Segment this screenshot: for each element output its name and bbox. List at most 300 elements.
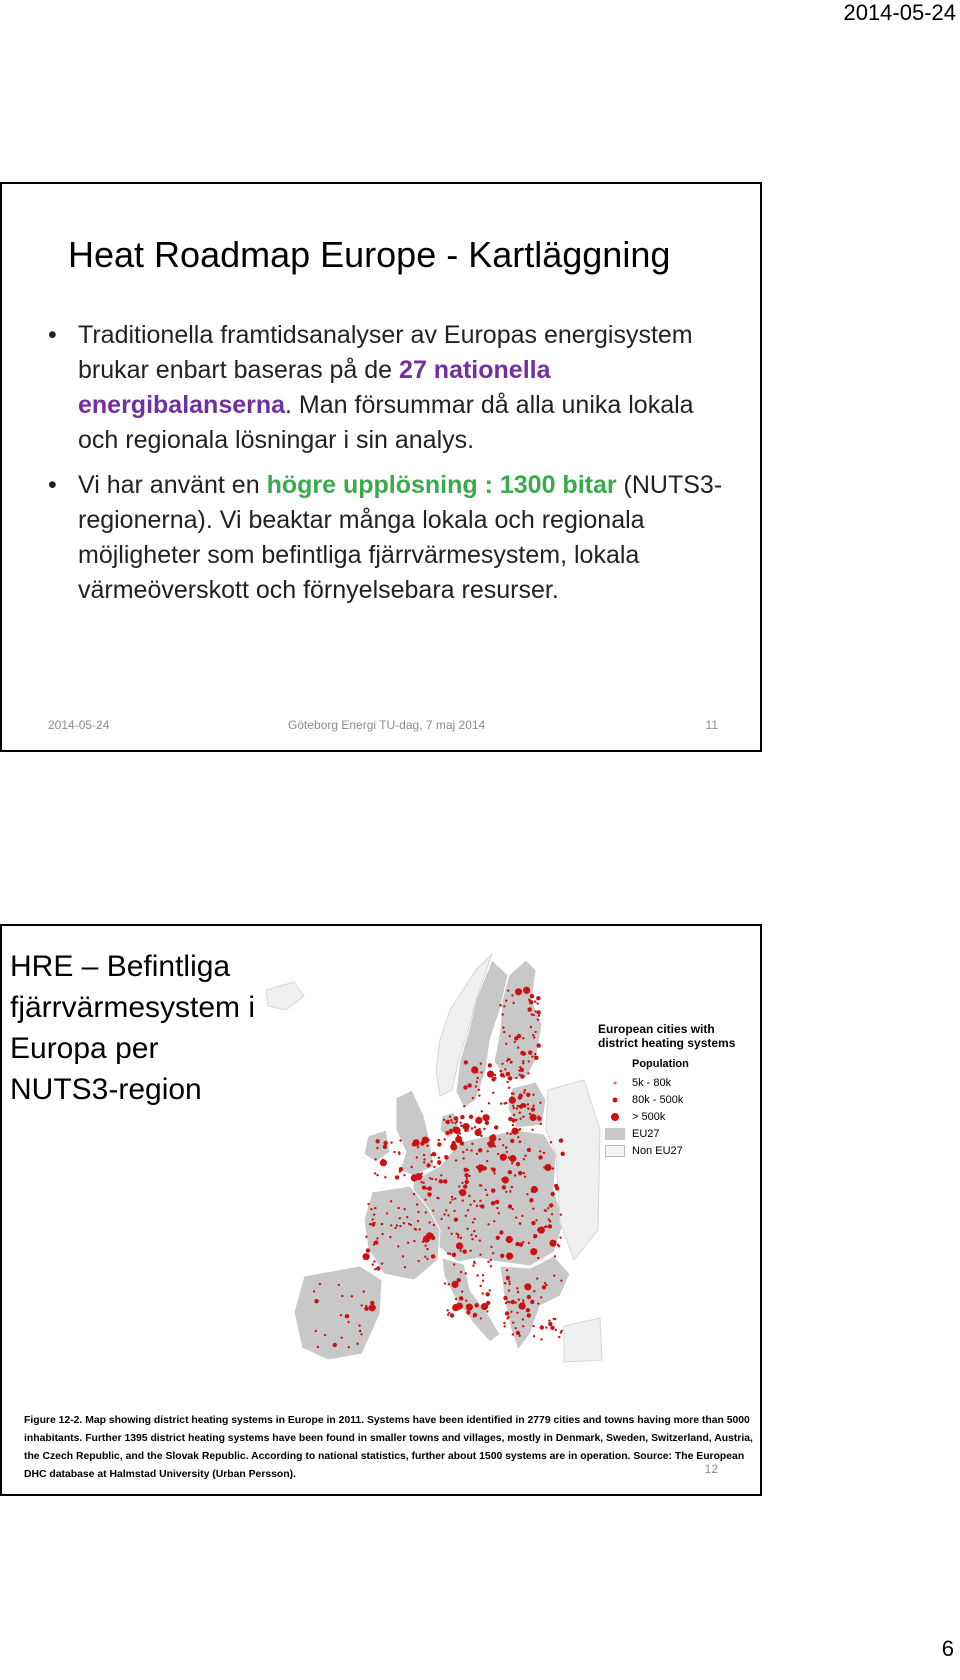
city-dot <box>464 1173 468 1177</box>
city-dot <box>509 1035 511 1037</box>
city-dot <box>503 1005 505 1007</box>
city-dot <box>376 1237 378 1239</box>
city-dot <box>527 1313 531 1317</box>
city-dot <box>428 1186 432 1190</box>
city-dot <box>507 1316 509 1318</box>
city-dot <box>533 1335 535 1337</box>
city-dot <box>522 1037 524 1039</box>
city-dot <box>548 1320 550 1322</box>
footer-date: 2014-05-24 <box>48 718 110 732</box>
city-dot <box>431 1236 435 1240</box>
city-dot <box>450 1132 452 1134</box>
city-dot <box>506 1132 508 1134</box>
city-dot <box>438 1139 440 1141</box>
city-dot <box>460 1115 464 1119</box>
city-dot <box>526 1193 528 1195</box>
city-dot <box>489 1289 491 1291</box>
city-dot <box>386 1212 388 1214</box>
city-dot <box>522 1116 524 1118</box>
city-dot <box>437 1142 441 1146</box>
city-dot <box>527 1107 529 1109</box>
city-dot <box>508 1087 510 1089</box>
city-dot <box>491 1188 495 1192</box>
highlight-text: högre upplösning : 1300 bitar <box>266 471 617 499</box>
city-dot <box>420 1141 424 1145</box>
city-dot <box>518 1095 522 1099</box>
city-dot <box>469 1204 471 1206</box>
city-dot <box>374 1207 376 1209</box>
city-dot <box>464 1060 468 1064</box>
city-dot <box>524 1283 531 1290</box>
city-dot <box>516 1287 518 1289</box>
city-dot <box>482 1114 489 1121</box>
city-dot <box>462 1151 464 1153</box>
city-dot <box>523 987 530 994</box>
city-dot <box>403 1208 405 1210</box>
city-dot <box>450 1143 457 1150</box>
footer-event: Göteborg Energi TU-dag, 7 maj 2014 <box>288 718 486 732</box>
city-dot <box>496 1236 500 1240</box>
city-dot <box>534 1031 536 1033</box>
city-dot <box>470 1234 472 1236</box>
city-dot <box>531 1129 533 1131</box>
city-dot <box>396 1224 398 1226</box>
city-dot <box>519 1242 523 1246</box>
city-dot <box>473 1315 475 1317</box>
city-dot <box>314 1299 318 1303</box>
city-dot <box>527 1072 529 1074</box>
city-dot <box>514 1041 516 1043</box>
city-dot <box>455 1298 457 1300</box>
city-dot <box>471 1238 473 1240</box>
city-dot <box>538 1015 540 1017</box>
city-dot <box>478 1089 480 1091</box>
region-italy <box>442 1258 500 1342</box>
city-dot <box>365 1305 367 1307</box>
city-dot <box>477 1077 479 1079</box>
city-dot <box>476 1205 478 1207</box>
city-dot <box>508 1204 512 1208</box>
city-dot <box>414 1228 416 1230</box>
city-dot <box>431 1178 433 1180</box>
city-dot <box>491 1134 495 1138</box>
europe-district-heating-map <box>264 930 604 1408</box>
city-dot <box>423 1158 425 1160</box>
city-dot <box>490 1265 492 1267</box>
city-dot <box>554 1318 556 1320</box>
city-dot <box>501 1063 503 1065</box>
city-dot <box>511 1162 513 1164</box>
city-dot <box>493 1172 495 1174</box>
city-dot <box>506 1060 508 1062</box>
city-dot <box>536 1002 538 1004</box>
legend-label: 80k - 500k <box>632 1093 684 1106</box>
city-dot <box>473 1262 475 1264</box>
city-dot <box>472 1264 474 1266</box>
city-dot <box>511 1128 518 1135</box>
city-dot <box>538 1155 542 1159</box>
city-dot <box>475 1117 482 1124</box>
city-dot <box>499 1004 501 1006</box>
city-dot <box>467 1169 469 1171</box>
city-dot <box>443 1213 445 1215</box>
city-dot <box>505 1000 507 1002</box>
page-date: 2014-05-24 <box>843 0 956 25</box>
city-dot <box>448 1227 450 1229</box>
city-dot <box>465 1272 467 1274</box>
city-dot <box>496 1207 498 1209</box>
city-dot <box>497 1153 499 1155</box>
city-dot <box>545 1326 547 1328</box>
city-dot <box>361 1304 363 1306</box>
city-dot <box>435 1178 437 1180</box>
city-dot <box>508 1280 510 1282</box>
city-dot <box>516 1312 518 1314</box>
city-dot <box>485 1189 487 1191</box>
city-dot <box>445 1209 447 1211</box>
city-dot <box>500 1254 504 1258</box>
city-dot <box>509 1155 516 1162</box>
city-dot <box>531 1221 535 1225</box>
city-dot <box>464 1086 466 1088</box>
city-dot <box>419 1228 421 1230</box>
city-dot <box>535 1219 537 1221</box>
city-dot <box>429 1221 431 1223</box>
city-dot <box>478 1148 482 1152</box>
city-dot <box>453 1127 457 1131</box>
city-dot <box>555 1186 559 1190</box>
city-dot <box>459 1122 461 1124</box>
page-number: 6 <box>941 1636 954 1661</box>
city-dot <box>481 1110 483 1112</box>
city-dot <box>519 1303 526 1310</box>
city-dot <box>500 1102 502 1104</box>
eu27-swatch-icon <box>605 1128 625 1140</box>
city-dot <box>461 1290 463 1292</box>
city-dot <box>480 1285 482 1287</box>
city-dot <box>399 1217 401 1219</box>
city-dot <box>422 1182 424 1184</box>
city-dot <box>338 1284 340 1286</box>
city-dot <box>324 1334 326 1336</box>
city-dot <box>439 1179 443 1183</box>
city-dot <box>376 1147 378 1149</box>
city-dot <box>453 1210 455 1212</box>
city-dot <box>457 1234 459 1236</box>
city-dot <box>381 1233 383 1235</box>
city-dot <box>422 1186 426 1190</box>
city-dot <box>506 1253 513 1260</box>
city-dot <box>428 1139 430 1141</box>
city-dot <box>511 1096 513 1098</box>
city-dot <box>479 1254 481 1256</box>
city-dot <box>522 1060 524 1062</box>
city-dot <box>503 1296 507 1300</box>
city-dot <box>447 1309 449 1311</box>
city-dot <box>412 1142 416 1146</box>
city-dot <box>451 1121 453 1123</box>
city-dot <box>531 1055 533 1057</box>
city-dot <box>524 1089 526 1091</box>
legend-title: European cities with district heating systems <box>598 1022 736 1050</box>
city-dot <box>413 1193 415 1195</box>
legend-item-small <box>598 1074 758 1091</box>
city-dot <box>381 1223 383 1225</box>
city-dot <box>558 1336 560 1338</box>
city-dot <box>470 1250 472 1252</box>
city-dot <box>506 1081 508 1083</box>
city-dot <box>520 1051 524 1055</box>
bullet-list <box>48 318 738 618</box>
city-dot <box>481 1303 488 1310</box>
city-dot <box>317 1346 319 1348</box>
city-dot <box>560 1280 562 1282</box>
city-dot <box>533 1290 535 1292</box>
city-dot <box>394 1227 396 1229</box>
city-dot <box>449 1201 451 1203</box>
city-dot <box>539 1150 541 1152</box>
city-dot <box>527 1148 531 1152</box>
slide-title: Heat Roadmap Europe - Kartläggning <box>68 234 671 275</box>
city-dot <box>494 1145 496 1147</box>
city-dot <box>514 1327 516 1329</box>
city-dot <box>530 1026 532 1028</box>
large-dot-icon <box>611 1113 619 1121</box>
city-dot <box>528 1060 530 1062</box>
city-dot <box>471 1143 473 1145</box>
city-dot <box>537 1302 539 1304</box>
city-dot <box>453 1263 455 1265</box>
city-dot <box>534 1053 536 1055</box>
city-dot <box>503 1322 505 1324</box>
city-dot <box>426 1258 428 1260</box>
city-dot <box>463 1184 467 1188</box>
city-dot <box>515 1119 517 1121</box>
city-dot <box>476 1166 478 1168</box>
city-dot <box>390 1224 392 1226</box>
city-dot <box>498 1212 500 1214</box>
city-dot <box>450 1313 454 1317</box>
city-dot <box>479 1184 481 1186</box>
city-dot <box>425 1211 427 1213</box>
city-dot <box>475 1085 477 1087</box>
city-dot <box>465 1300 467 1302</box>
city-dot <box>549 1220 551 1222</box>
city-dot <box>515 1216 517 1218</box>
city-dot <box>487 1223 489 1225</box>
city-dot <box>505 1302 507 1304</box>
city-dot <box>512 1093 514 1095</box>
city-dot <box>518 1171 522 1175</box>
city-dot <box>537 1010 541 1014</box>
city-dot <box>393 1151 395 1153</box>
city-dot <box>548 1322 552 1326</box>
city-dot <box>459 1296 463 1300</box>
city-dot <box>511 1300 515 1304</box>
city-dot <box>460 1125 462 1127</box>
city-dot <box>482 1280 484 1282</box>
city-dot <box>551 1192 555 1196</box>
city-dot <box>373 1222 375 1224</box>
city-dot <box>455 1136 462 1143</box>
city-dot <box>455 1159 457 1161</box>
city-dot <box>557 1244 559 1246</box>
city-dot <box>540 1338 542 1340</box>
city-dot <box>502 1144 504 1146</box>
city-dot <box>551 1213 553 1215</box>
city-dot <box>351 1295 353 1297</box>
city-dot <box>540 1123 542 1125</box>
city-dot <box>446 1120 450 1124</box>
city-dot <box>540 1296 542 1298</box>
city-dot <box>418 1260 420 1262</box>
city-dot <box>383 1145 387 1149</box>
city-dot <box>476 1274 478 1276</box>
city-dot <box>555 1329 557 1331</box>
city-dot <box>444 1282 446 1284</box>
city-dot <box>417 1220 419 1222</box>
slide-12 <box>0 924 762 1496</box>
city-dot <box>512 1322 514 1324</box>
city-dot <box>447 1252 449 1254</box>
city-dot <box>454 1122 456 1124</box>
city-dot <box>515 988 522 995</box>
city-dot <box>449 1253 451 1255</box>
bullet-item <box>48 468 738 608</box>
city-dot <box>383 1141 387 1145</box>
city-dot <box>402 1255 404 1257</box>
city-dot <box>508 1289 510 1291</box>
city-dot <box>381 1262 383 1264</box>
city-dot <box>451 1196 453 1198</box>
city-dot <box>515 1077 517 1079</box>
city-dot <box>519 1141 521 1143</box>
city-dot <box>473 1200 475 1202</box>
city-dot <box>530 1114 537 1121</box>
city-dot <box>516 1162 520 1166</box>
city-dot <box>548 1224 552 1228</box>
bullet-text: Vi har använt en <box>78 471 267 499</box>
city-dot <box>505 1191 507 1193</box>
city-dot <box>549 1240 556 1247</box>
bullet-dot-icon: • <box>48 471 57 499</box>
bullet-item <box>48 318 738 458</box>
city-dot <box>457 1236 459 1238</box>
city-dot <box>444 1155 448 1159</box>
city-dot <box>482 1292 484 1294</box>
city-dot <box>485 1121 489 1125</box>
region-iceland <box>266 982 304 1010</box>
bullet-text: Traditionella framtidsanalyser av Europas energisystem brukar enbart baseras på de <box>78 321 693 384</box>
city-dot <box>345 1314 349 1318</box>
city-dot <box>536 996 540 1000</box>
city-dot <box>363 1290 365 1292</box>
city-dot <box>365 1236 367 1238</box>
city-dot <box>532 1034 534 1036</box>
city-dot <box>511 1186 513 1188</box>
city-dot <box>384 1176 386 1178</box>
city-dot <box>559 1237 561 1239</box>
city-dot <box>508 1156 510 1158</box>
city-dot <box>456 1303 463 1310</box>
city-dot <box>406 1216 408 1218</box>
city-dot <box>518 1299 520 1301</box>
city-dot <box>530 994 534 998</box>
city-dot <box>429 1177 431 1179</box>
city-dot <box>397 1245 399 1247</box>
city-dot <box>503 1325 505 1327</box>
city-dot <box>404 1266 406 1268</box>
city-dot <box>499 1230 503 1234</box>
city-dot <box>482 1166 486 1170</box>
city-dot <box>413 1240 415 1242</box>
city-dot <box>416 1203 418 1205</box>
city-dot <box>476 1081 478 1083</box>
city-dot <box>462 1157 464 1159</box>
city-dot <box>397 1207 399 1209</box>
city-dot <box>536 1277 538 1279</box>
city-dot <box>319 1283 321 1285</box>
city-dot <box>479 1239 481 1241</box>
bullet-text: (NUTS3-regionerna). Vi beaktar många lokala och regionala möjligheter som befintliga fjärrvärmesystem, lokala värmeöverskott och förnyelsebara resurser. <box>78 471 723 604</box>
city-dot <box>550 1141 552 1143</box>
city-dot <box>492 1092 494 1094</box>
city-dot <box>483 1128 485 1130</box>
legend-item-large <box>598 1108 758 1125</box>
city-dot <box>480 1135 482 1137</box>
city-dot <box>531 1190 533 1192</box>
city-dot <box>462 1199 464 1201</box>
city-dot <box>532 1094 534 1096</box>
city-dot <box>510 1061 512 1063</box>
city-dot <box>373 1260 375 1262</box>
city-dot <box>437 1160 441 1164</box>
city-dot <box>516 1331 520 1335</box>
city-dot <box>519 1104 523 1108</box>
city-dot <box>373 1243 375 1245</box>
city-dot <box>432 1152 434 1154</box>
city-dot <box>372 1218 374 1220</box>
city-dot <box>537 1228 541 1232</box>
city-dot <box>534 1056 538 1060</box>
city-dot <box>424 1256 426 1258</box>
city-dot <box>505 1043 507 1045</box>
city-dot <box>544 1209 546 1211</box>
city-dot <box>467 1209 469 1211</box>
city-dot <box>466 1304 473 1311</box>
city-dot <box>463 1105 465 1107</box>
city-dot <box>427 1192 431 1196</box>
city-dot <box>505 1146 507 1148</box>
city-dot <box>506 1269 508 1271</box>
city-dot <box>504 1068 506 1070</box>
city-dot <box>444 1138 446 1140</box>
city-dot <box>424 1199 426 1201</box>
city-dot <box>448 1283 450 1285</box>
city-dot <box>445 1131 449 1135</box>
city-dot <box>521 1215 523 1217</box>
city-dot <box>506 1151 508 1153</box>
legend-item-eu27 <box>598 1125 758 1142</box>
city-dot <box>517 1046 519 1048</box>
city-dot <box>426 1163 430 1167</box>
city-dot <box>454 1197 456 1199</box>
city-dot <box>468 1083 472 1087</box>
city-dot <box>457 1278 461 1282</box>
city-dot <box>403 1222 405 1224</box>
city-dot <box>474 1126 476 1128</box>
city-dot <box>510 1311 512 1313</box>
